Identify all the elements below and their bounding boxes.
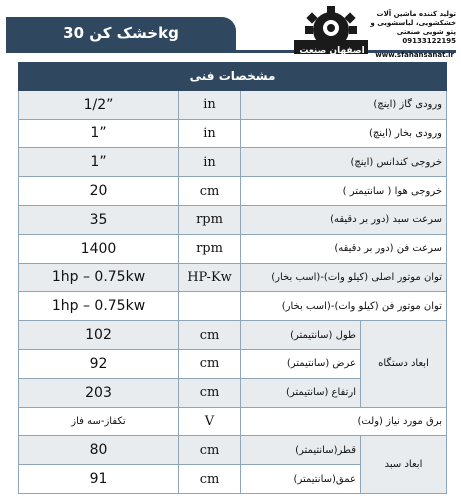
cell-unit: in (179, 90, 241, 119)
spec-table (18, 62, 447, 494)
cell-value: 1hp – 0.75kw (19, 292, 179, 321)
cell-unit: in (179, 119, 241, 148)
cell-value: 1” (19, 119, 179, 148)
cell-value: 80 (19, 436, 179, 465)
cell-unit: rpm (179, 205, 241, 234)
cell-label: عرض (سانتیمتر) (241, 349, 361, 378)
cell-unit: cm (179, 378, 241, 407)
table-row (19, 119, 447, 148)
company-logo (246, 4, 458, 60)
cell-value: 203 (19, 378, 179, 407)
cell-unit: cm (179, 465, 241, 494)
cell-label: سرعت فن (دور بر دقیقه) (241, 234, 447, 263)
cell-value: 1/2” (19, 90, 179, 119)
cell-value: تکفاز-سه فاز (19, 407, 179, 436)
logo-url: www.sfahansanat.ir (375, 51, 454, 59)
cell-unit: in (179, 148, 241, 177)
cell-value: 92 (19, 349, 179, 378)
cell-value: 20 (19, 177, 179, 206)
table-heading: مشخصات فنی (19, 63, 447, 91)
cell-unit: V (179, 407, 241, 436)
page-title: خشک کن 30kg (6, 17, 236, 50)
cell-value: 102 (19, 321, 179, 350)
cell-value: 1hp – 0.75kw (19, 263, 179, 292)
logo-phone: 09133122195 (402, 37, 456, 45)
table-row (19, 177, 447, 206)
logo-name: اصفهان صنعت (299, 46, 365, 56)
cell-label: ورودی بخار (اینچ) (241, 119, 447, 148)
logo-line: پتو شویی صنعتی (396, 28, 456, 36)
cell-label: توان موتور اصلی (کیلو وات)-(اسب بخار) (241, 263, 447, 292)
cell-label: برق مورد نیاز (ولت) (241, 407, 447, 436)
cell-unit: HP-Kw (179, 263, 241, 292)
cell-unit (179, 292, 241, 321)
table-row (19, 436, 447, 465)
cell-label: توان موتور فن (کیلو وات)-(اسب بخار) (241, 292, 447, 321)
cell-value: 1” (19, 148, 179, 177)
table-row (19, 90, 447, 119)
cell-value: 1400 (19, 234, 179, 263)
cell-label: قطر(سانتیمتر) (241, 436, 361, 465)
table-row (19, 263, 447, 292)
cell-unit: cm (179, 321, 241, 350)
table-row (19, 407, 447, 436)
cell-unit: cm (179, 349, 241, 378)
cell-label: ورودی گاز (اینچ) (241, 90, 447, 119)
table-row (19, 205, 447, 234)
cell-value: 91 (19, 465, 179, 494)
cell-unit: rpm (179, 234, 241, 263)
cell-unit: cm (179, 177, 241, 206)
cell-value: 35 (19, 205, 179, 234)
logo-line: تولید کننده ماشین آلات (376, 10, 456, 18)
cell-unit: cm (179, 436, 241, 465)
cell-label: خروجی کندانس (اینچ) (241, 148, 447, 177)
group-label-basket-dimensions: ابعاد سبد (361, 436, 447, 494)
cell-label: سرعت سبد (دور بر دقیقه) (241, 205, 447, 234)
logo-tagline (370, 10, 456, 46)
cell-label: خروجی هوا ( سانتیمتر ) (241, 177, 447, 206)
table-row (19, 321, 447, 350)
cell-label: طول (سانتیمتر) (241, 321, 361, 350)
cell-label: ارتفاع (سانتیمتر) (241, 378, 361, 407)
logo-line: خشکشویی، لباسشویی و (370, 19, 456, 27)
cell-label: عمق(سانتیمتر) (241, 465, 361, 494)
table-row (19, 234, 447, 263)
table-header-row (19, 63, 447, 91)
table-row (19, 292, 447, 321)
group-label-device-dimensions: ابعاد دستگاه (361, 321, 447, 407)
table-row (19, 148, 447, 177)
